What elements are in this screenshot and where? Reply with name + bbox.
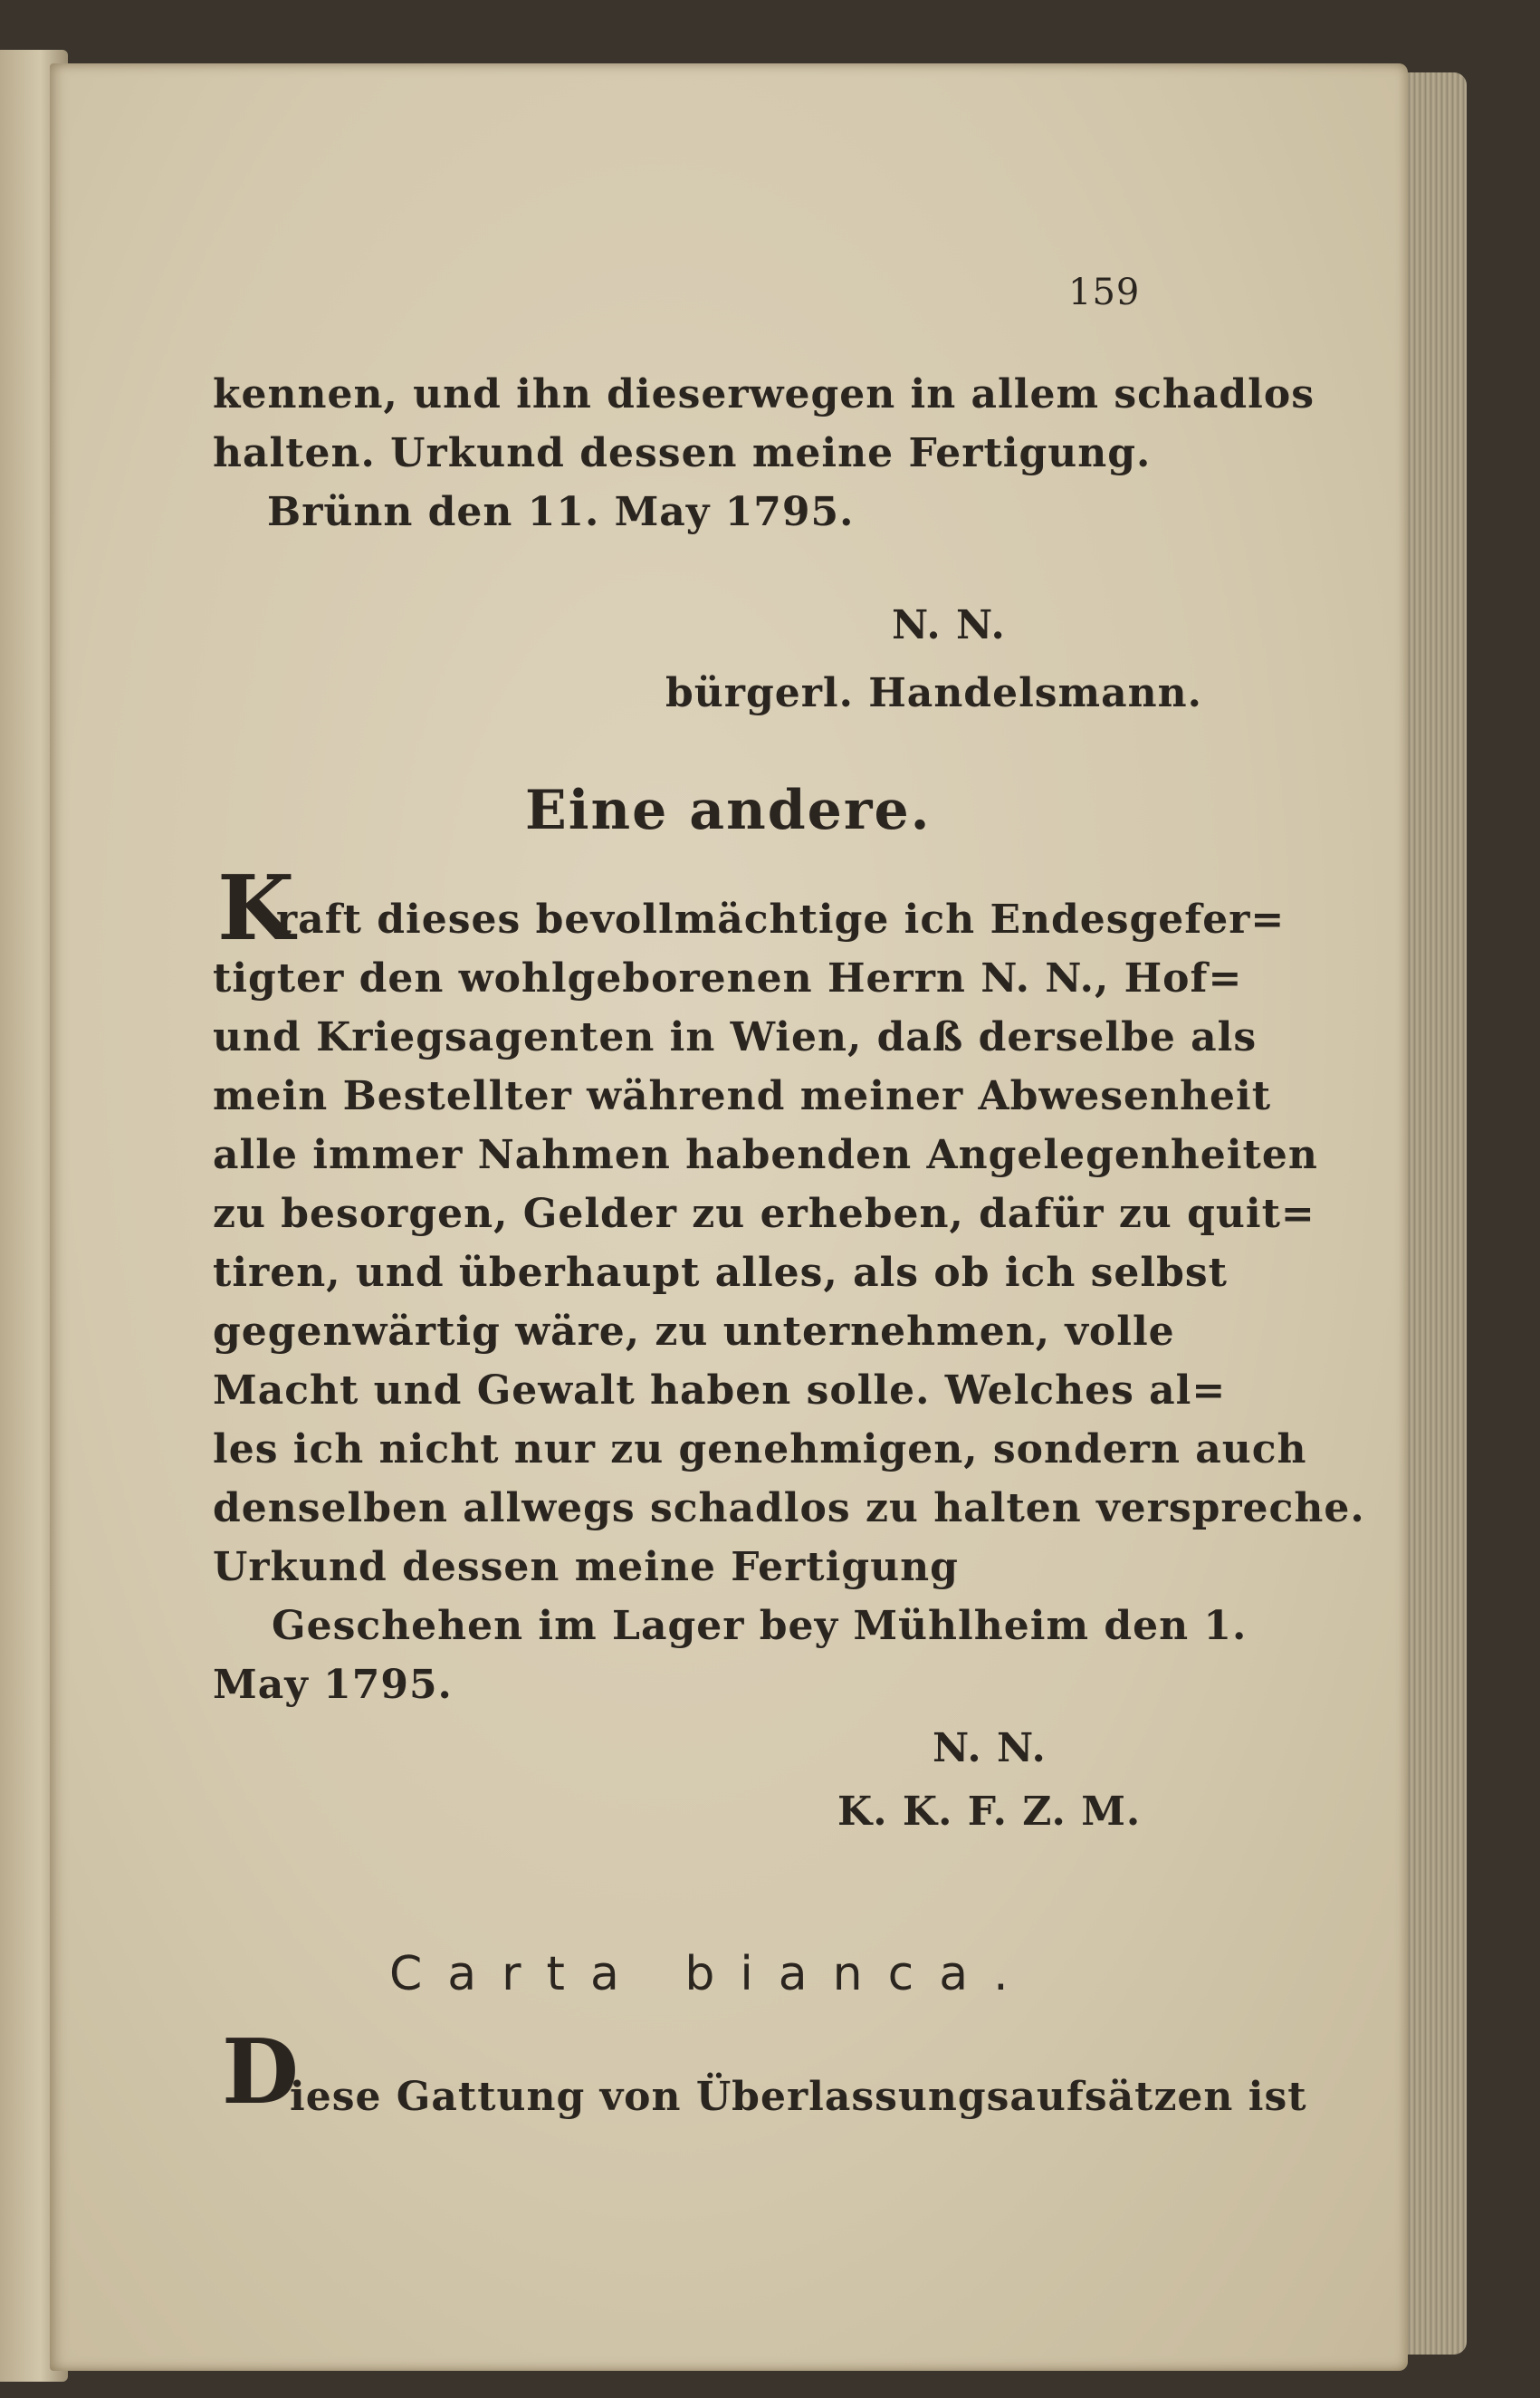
body-line: gegenwärtig wäre, zu unternehmen, volle bbox=[213, 1309, 1175, 1355]
drop-cap: D bbox=[222, 2020, 300, 2125]
drop-cap: K bbox=[217, 857, 296, 961]
body-line: zu besorgen, Gelder zu erheben, dafür zu quit= bbox=[213, 1191, 1315, 1237]
body-line: les ich nicht nur zu genehmigen, sondern auch bbox=[213, 1426, 1307, 1472]
body-line: denselben allwegs schadlos zu halten verspreche. bbox=[213, 1485, 1365, 1531]
body-line: kennen, und ihn dieserwegen in allem schadlos bbox=[213, 371, 1315, 417]
body-line: tigter den wohlgeborenen Herrn N. N., Hof= bbox=[213, 955, 1243, 1002]
section-heading: Eine andere. bbox=[525, 779, 932, 842]
signature-title: bürgerl. Handelsmann. bbox=[665, 670, 1202, 716]
section-title: Carta bianca. bbox=[389, 1947, 1034, 2001]
body-line: iese Gattung von Überlassungsaufsätzen ist bbox=[290, 2074, 1307, 2120]
body-line: raft dieses bevollmächtige ich Endesgefer= bbox=[276, 897, 1286, 943]
place-date-line: Brünn den 11. May 1795. bbox=[267, 489, 855, 535]
body-line: halten. Urkund dessen meine Fertigung. bbox=[213, 430, 1152, 476]
signature-name: N. N. bbox=[933, 1725, 1047, 1771]
body-line: Urkund dessen meine Fertigung bbox=[213, 1544, 959, 1590]
body-line: und Kriegsagenten in Wien, daß derselbe als bbox=[213, 1014, 1258, 1060]
body-line: tiren, und überhaupt alles, als ob ich selbst bbox=[213, 1250, 1228, 1296]
page-number: 159 bbox=[1068, 272, 1141, 313]
body-line: alle immer Nahmen habenden Angelegenheiten bbox=[213, 1132, 1318, 1178]
body-line: Geschehen im Lager bey Mühlheim den 1. bbox=[272, 1603, 1248, 1649]
signature-title: K. K. F. Z. M. bbox=[837, 1789, 1142, 1835]
body-line: mein Bestellter während meiner Abwesenheit bbox=[213, 1073, 1272, 1119]
page-stack-edge bbox=[1403, 72, 1467, 2355]
body-line: Macht und Gewalt haben solle. Welches al= bbox=[213, 1367, 1227, 1414]
signature-name: N. N. bbox=[892, 602, 1006, 648]
body-line: May 1795. bbox=[213, 1662, 453, 1708]
